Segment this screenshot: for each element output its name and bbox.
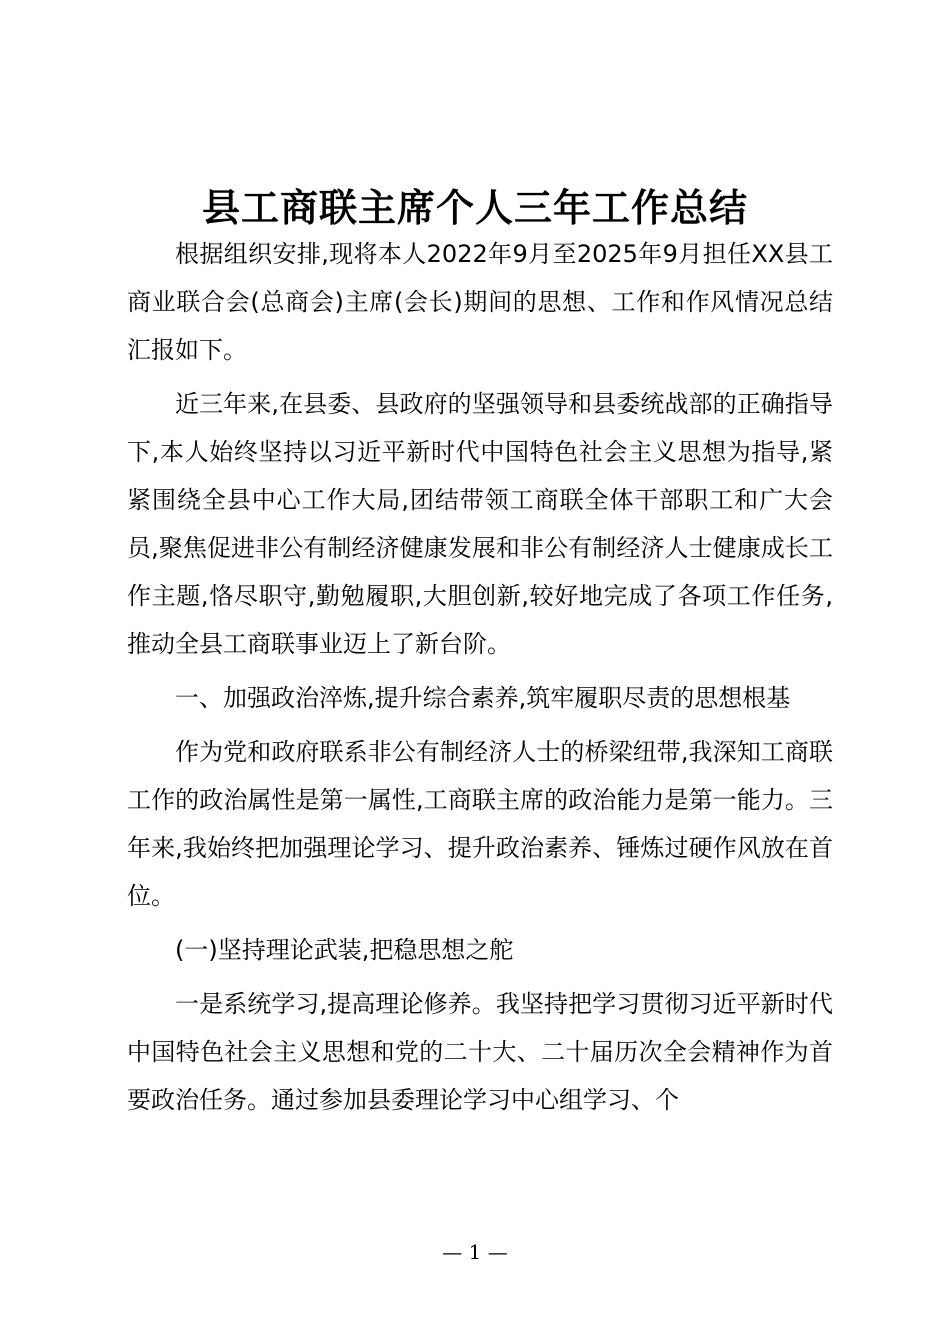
section-heading-1: 一、加强政治淬炼,提升综合素养,筑牢履职尽责的思想根基: [175, 684, 791, 712]
paragraph-overview: 近三年来,在县委、县政府的坚强领导和县委统战部的正确指导下,本人始终坚持以习近平新时代中国特色社会主义思想为指导,紧紧围绕全县中心工作大局,团结带领工商联全体干部职工和广大会员,聚焦促进非公有制经济健康发展和非公有制经济人士健康成长工作主题,恪尽职守,勤勉履职,大胆创新,较好地完成了各项工作任务,推动全县工商联事业迈上了新台阶。: [127, 390, 833, 658]
paragraph-intro: 根据组织安排,现将本人2022年9月至2025年9月担任XX县工商业联合会(总商会)主席(会长)期间的思想、工作和作风情况总结汇报如下。: [127, 240, 833, 364]
paragraph-subsection-1: 一是系统学习,提高理论修养。我坚持把学习贯彻习近平新时代中国特色社会主义思想和党的二十大、二十届历次全会精神作为首要政治任务。通过参加县委理论学习中心组学习、个: [127, 990, 833, 1114]
subsection-heading-1: (一)坚持理论武装,把稳思想之舵: [175, 936, 514, 964]
paragraph-section-1: 作为党和政府联系非公有制经济人士的桥梁纽带,我深知工商联工作的政治属性是第一属性,工商联主席的政治能力是第一能力。三年来,我始终把加强理论学习、提升政治素养、锤炼过硬作风放在首位。: [127, 738, 833, 910]
page-number: — 1 —: [442, 1240, 508, 1264]
document-title: 县工商联主席个人三年工作总结: [201, 185, 748, 230]
document-body: [127, 230, 833, 1130]
